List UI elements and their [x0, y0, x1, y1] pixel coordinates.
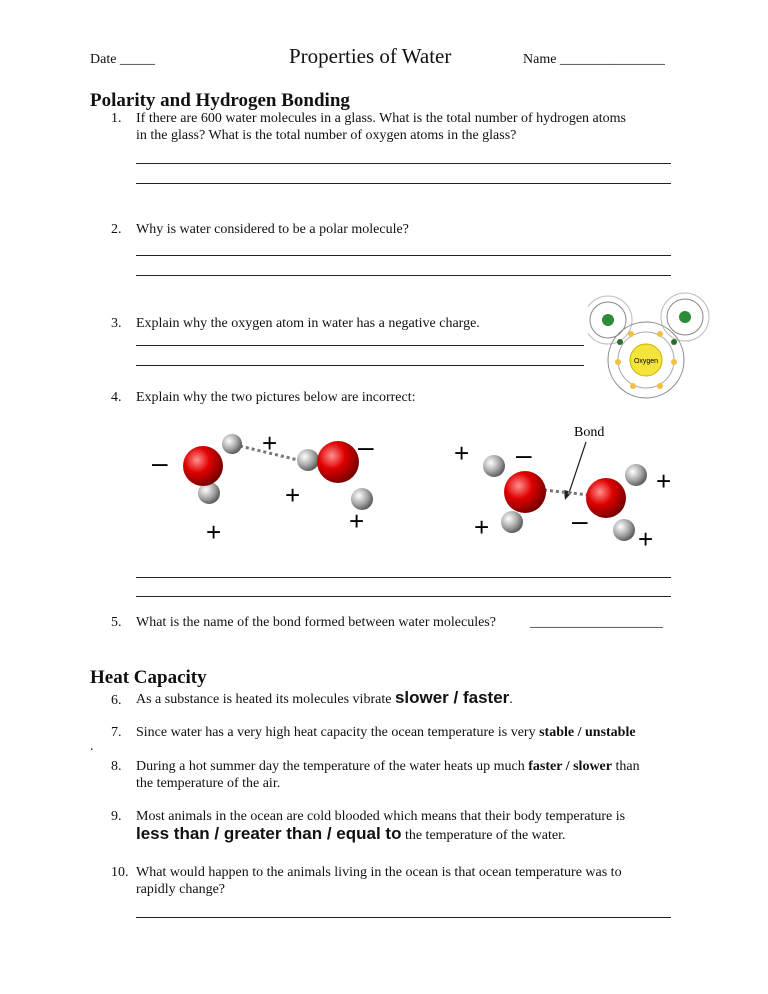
water-molecules-picture-left: [140, 420, 390, 550]
question-10-line1: What would happen to the animals living in the ocean is that ocean temperature was to: [136, 865, 622, 880]
answer-line[interactable]: [136, 275, 671, 276]
charge-minus: –: [572, 505, 588, 536]
question-10-line2: rapidly change?: [136, 882, 226, 897]
oxygen-atom-diagram: [588, 290, 718, 402]
question-2-text: Why is water considered to be a polar molecule?: [136, 222, 409, 237]
charge-plus: +: [349, 506, 365, 536]
question-7-options[interactable]: stable / unstable: [539, 725, 636, 740]
question-9-options[interactable]: less than / greater than / equal to: [136, 824, 402, 843]
question-1-number: 1.: [111, 111, 122, 126]
question-5-text: What is the name of the bond formed between water molecules?: [136, 615, 496, 630]
charge-minus: –: [358, 431, 374, 462]
question-3-number: 3.: [111, 316, 122, 331]
charge-plus: +: [638, 524, 654, 554]
oxygen-label: Oxygen: [633, 358, 659, 365]
date-field: Date _____: [90, 52, 155, 67]
answer-line[interactable]: [136, 345, 584, 346]
question-8-line1: During a hot summer day the temperature of the water heats up much faster / slower than: [136, 759, 640, 774]
answer-line[interactable]: [136, 255, 671, 256]
charge-plus: +: [454, 438, 470, 468]
stray-dot: .: [90, 739, 94, 754]
water-molecules-picture-right: [446, 418, 686, 558]
question-8-line2: the temperature of the air.: [136, 776, 281, 791]
charge-plus: +: [285, 480, 301, 510]
charge-minus: –: [152, 447, 168, 478]
question-7-number: 7.: [111, 725, 122, 740]
question-6-number: 6.: [111, 693, 122, 708]
answer-line[interactable]: [136, 183, 671, 184]
question-9-line1: Most animals in the ocean are cold blooded which means that their body temperature is: [136, 809, 626, 824]
charge-plus: +: [656, 466, 672, 496]
question-9-number: 9.: [111, 809, 122, 824]
question-8-number: 8.: [111, 759, 122, 774]
question-7-text: Since water has a very high heat capacity the ocean temperature is very stable / unstable: [136, 725, 636, 740]
question-5-blank[interactable]: ___________________: [530, 615, 663, 630]
question-1-line1: If there are 600 water molecules in a glass. What is the total number of hydrogen atoms: [136, 111, 626, 126]
charge-minus: –: [516, 439, 532, 470]
answer-line[interactable]: [136, 917, 671, 918]
charge-plus: +: [206, 517, 222, 547]
question-6-text: As a substance is heated its molecules vibrate slower / faster.: [136, 688, 513, 707]
question-2-number: 2.: [111, 222, 122, 237]
name-field: Name _______________: [523, 52, 665, 67]
question-5-number: 5.: [111, 615, 122, 630]
answer-line[interactable]: [136, 365, 584, 366]
question-3-text: Explain why the oxygen atom in water has a negative charge.: [136, 316, 480, 331]
charge-plus: +: [262, 428, 278, 458]
charge-plus: +: [474, 512, 490, 542]
section-heading-polarity: Polarity and Hydrogen Bonding: [90, 90, 350, 111]
question-4-text: Explain why the two pictures below are incorrect:: [136, 390, 416, 405]
question-1-line2: in the glass? What is the total number of oxygen atoms in the glass?: [136, 128, 517, 143]
question-8-options[interactable]: faster / slower: [528, 759, 612, 774]
question-10-number: 10.: [111, 865, 129, 880]
answer-line[interactable]: [136, 596, 671, 597]
bond-label: Bond: [574, 425, 605, 440]
section-heading-heat-capacity: Heat Capacity: [90, 667, 207, 688]
page-title: Properties of Water: [289, 44, 452, 68]
question-9-line2: less than / greater than / equal to the temperature of the water.: [136, 824, 566, 843]
answer-line[interactable]: [136, 163, 671, 164]
question-6-options[interactable]: slower / faster: [394, 688, 510, 707]
answer-line[interactable]: [136, 577, 671, 578]
question-4-number: 4.: [111, 390, 122, 405]
